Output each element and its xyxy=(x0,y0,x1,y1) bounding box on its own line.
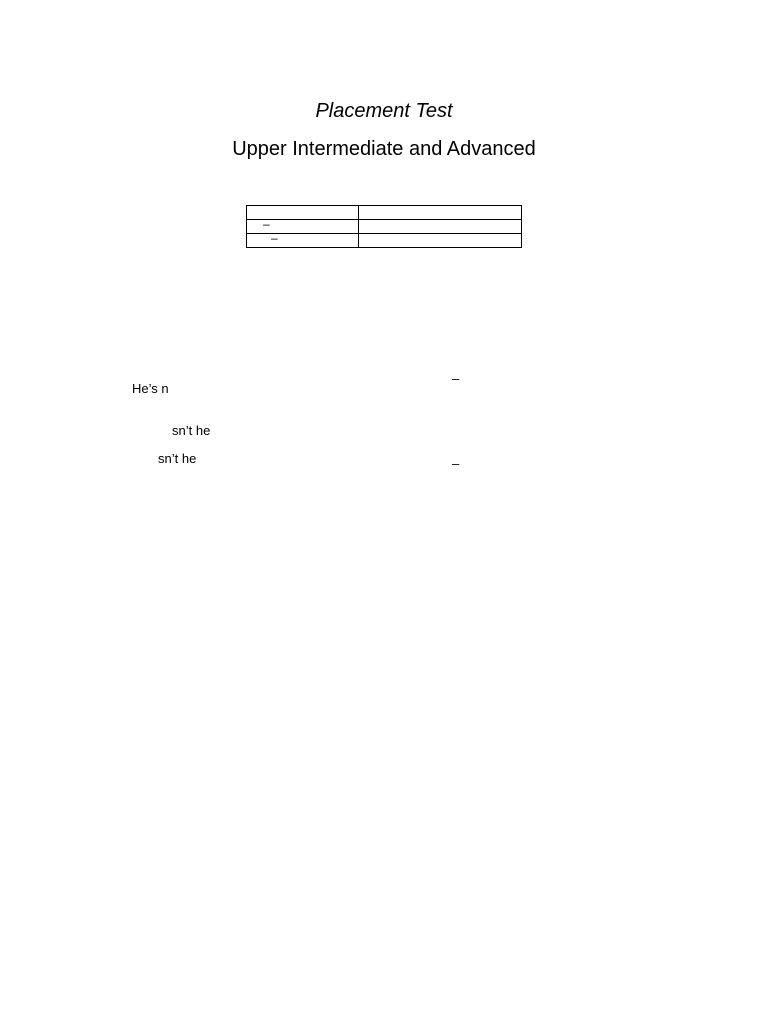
text-fragment: sn’t he xyxy=(172,423,211,438)
text-fragment: sn’t he xyxy=(158,451,197,466)
page-subtitle: Upper Intermediate and Advanced xyxy=(232,138,536,160)
table-row xyxy=(247,234,522,248)
dash-mark: – xyxy=(271,231,278,245)
dash-mark: – xyxy=(263,217,270,231)
table-row xyxy=(247,220,522,234)
table-cell xyxy=(359,234,522,248)
dash-mark: – xyxy=(452,456,460,471)
dash-mark: – xyxy=(452,371,460,386)
table-cell xyxy=(247,231,359,248)
table-cell xyxy=(247,217,359,234)
table-row xyxy=(247,206,522,220)
text-fragment: He’s n xyxy=(132,381,169,396)
page-title: Placement Test xyxy=(315,100,453,122)
table-cell xyxy=(359,206,522,220)
table-cell xyxy=(359,220,522,234)
score-table xyxy=(246,205,522,248)
